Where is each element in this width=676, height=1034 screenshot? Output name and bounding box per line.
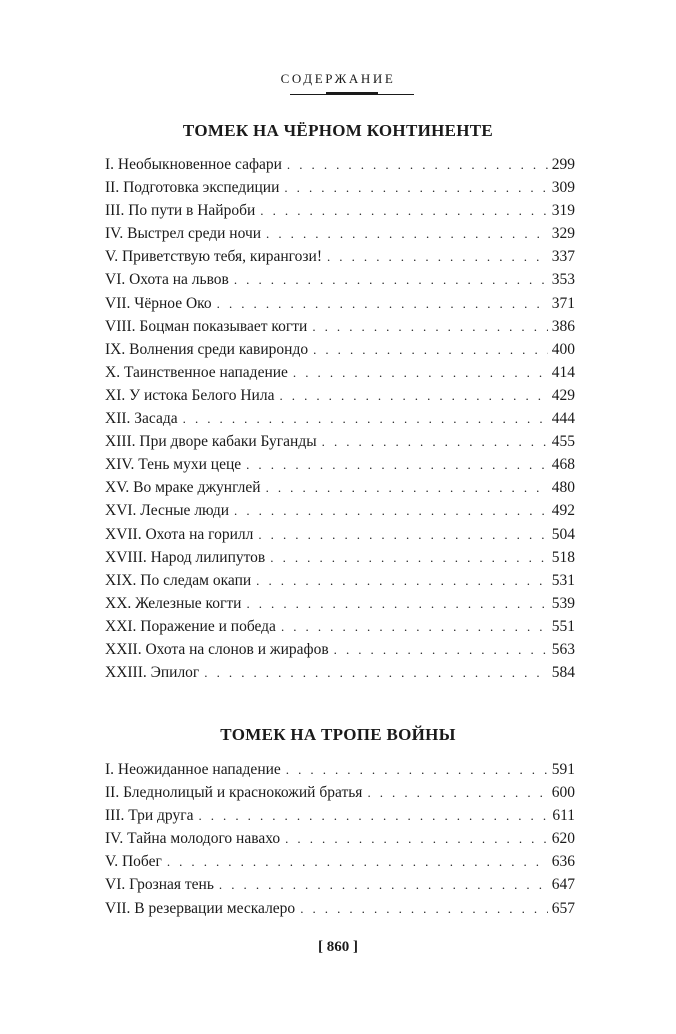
toc-entry-title: II. Подготовка экспедиции <box>105 179 280 197</box>
toc-entry-title: XIV. Тень мухи цеце <box>105 456 242 474</box>
toc-entry <box>105 199 575 222</box>
toc-entry-title: XVIII. Народ лилипутов <box>105 548 266 566</box>
toc-entry <box>105 338 575 361</box>
toc-entry-page: 636 <box>551 853 575 871</box>
toc-entry <box>105 897 575 920</box>
running-head-rule-accent <box>326 92 378 95</box>
toc-entry <box>105 850 575 873</box>
dot-leader <box>322 430 548 453</box>
toc-entry-page: 647 <box>551 876 575 894</box>
toc-entry <box>105 499 575 522</box>
toc-entry-title: XXII. Охота на слонов и жирафов <box>105 640 329 658</box>
toc-entry-title: XVII. Охота на горилл <box>105 525 254 543</box>
dot-leader <box>284 176 547 199</box>
toc-entry-page: 337 <box>551 248 575 266</box>
dot-leader <box>198 804 548 827</box>
dot-leader <box>266 476 548 499</box>
toc-entry-title: VIII. Боцман показывает когти <box>105 317 308 335</box>
dot-leader <box>281 615 548 638</box>
dot-leader <box>313 338 548 361</box>
toc-entry <box>105 827 575 850</box>
dot-leader <box>327 245 548 268</box>
dot-leader <box>279 384 547 407</box>
dot-leader <box>270 546 547 569</box>
dot-leader <box>260 199 547 222</box>
toc-entry-page: 429 <box>551 386 575 404</box>
dot-leader <box>183 407 548 430</box>
toc-entry-page: 371 <box>551 294 575 312</box>
toc-entry-title: XIII. При дворе кабаки Буганды <box>105 433 317 451</box>
toc-entry-page: 551 <box>551 617 575 635</box>
dot-leader <box>286 758 548 781</box>
toc-entry-page: 444 <box>551 410 575 428</box>
dot-leader <box>312 315 547 338</box>
dot-leader <box>367 781 547 804</box>
toc-entry-page: 329 <box>551 225 575 243</box>
dot-leader <box>246 592 547 615</box>
toc-entry-title: XV. Во мраке джунглей <box>105 479 261 497</box>
toc-entry <box>105 661 575 684</box>
toc-entry <box>105 758 575 781</box>
toc-entry-title: XXIII. Эпилог <box>105 664 200 682</box>
toc-entry-page: 468 <box>551 456 575 474</box>
toc-entry-title: XI. У истока Белого Нила <box>105 386 275 404</box>
toc-entry-title: VI. Охота на львов <box>105 271 229 289</box>
dot-leader <box>246 453 548 476</box>
toc-entry-page: 591 <box>551 761 575 778</box>
dot-leader <box>234 499 548 522</box>
page-number: [ 860 ] <box>318 939 358 955</box>
toc-entry <box>105 873 575 896</box>
toc-entry-title: V. Побег <box>105 853 162 871</box>
toc-entry-page: 600 <box>551 784 575 802</box>
toc-entry <box>105 361 575 384</box>
toc-entry <box>105 292 575 315</box>
toc-entry <box>105 615 575 638</box>
toc-entry-page: 400 <box>551 340 575 358</box>
toc-list-1 <box>105 153 575 684</box>
toc-entry-page: 309 <box>551 179 575 197</box>
dot-leader <box>219 873 548 896</box>
dot-leader <box>285 827 548 850</box>
toc-entry <box>105 781 575 804</box>
dot-leader <box>258 523 547 546</box>
toc-entry-title: XIX. По следам окапи <box>105 571 252 589</box>
dot-leader <box>287 153 548 176</box>
toc-entry-page: 386 <box>551 317 575 335</box>
toc-entry-title: I. Необыкновенное сафари <box>105 156 282 173</box>
toc-entry-title: III. Три друга <box>105 807 194 825</box>
toc-entry-title: III. По пути в Найроби <box>105 202 256 220</box>
toc-entry <box>105 638 575 661</box>
toc-entry-page: 518 <box>551 548 575 566</box>
toc-entry-title: XII. Засада <box>105 410 178 428</box>
dot-leader <box>217 292 548 315</box>
toc-entry-page: 319 <box>551 202 575 220</box>
toc-entry-title: IV. Тайна молодого навахо <box>105 830 281 848</box>
toc-entry <box>105 430 575 453</box>
toc-entry <box>105 222 575 245</box>
toc-entry <box>105 546 575 569</box>
toc-entry <box>105 476 575 499</box>
toc-entry-page: 657 <box>551 899 575 917</box>
toc-entry <box>105 804 575 827</box>
section-title-2: ТОМЕК НА ТРОПЕ ВОЙНЫ <box>220 725 456 744</box>
section-title-1: ТОМЕК НА ЧЁРНОМ КОНТИНЕНТЕ <box>182 121 494 140</box>
toc-entry <box>105 569 575 592</box>
dot-leader <box>266 222 548 245</box>
dot-leader <box>293 361 548 384</box>
toc-entry <box>105 315 575 338</box>
toc-entry-title: XX. Железные когти <box>105 594 242 612</box>
toc-entry <box>105 245 575 268</box>
toc-entry <box>105 407 575 430</box>
toc-entry-page: 414 <box>551 363 575 381</box>
toc-entry-page: 492 <box>551 502 575 520</box>
toc-entry <box>105 384 575 407</box>
toc-entry-page: 531 <box>551 571 575 589</box>
dot-leader <box>167 850 548 873</box>
toc-entry-title: I. Неожиданное нападение <box>105 761 281 778</box>
toc-entry <box>105 268 575 291</box>
toc-entry-title: X. Таинственное нападение <box>105 363 288 381</box>
toc-list-2 <box>105 758 575 920</box>
running-head: СОДЕРЖАНИЕ <box>280 71 396 86</box>
toc-entry-page: 584 <box>551 664 575 682</box>
toc-entry-title: VII. Чёрное Око <box>105 294 212 312</box>
toc-entry-page: 504 <box>551 525 575 543</box>
toc-entry-title: IX. Волнения среди кавирондо <box>105 340 309 358</box>
toc-entry <box>105 523 575 546</box>
dot-leader <box>204 661 547 684</box>
toc-entry-title: XVI. Лесные люди <box>105 502 230 520</box>
toc-entry-page: 480 <box>551 479 575 497</box>
toc-entry-page: 539 <box>551 594 575 612</box>
toc-entry-title: VI. Грозная тень <box>105 876 214 894</box>
toc-entry-page: 299 <box>551 156 575 173</box>
toc-entry-page: 455 <box>551 433 575 451</box>
toc-entry-title: XXI. Поражение и победа <box>105 617 276 635</box>
toc-entry <box>105 592 575 615</box>
toc-entry-page: 620 <box>551 830 575 848</box>
toc-entry <box>105 453 575 476</box>
toc-entry <box>105 176 575 199</box>
toc-entry <box>105 153 575 176</box>
toc-entry-title: V. Приветствую тебя, кирангози! <box>105 248 322 266</box>
toc-entry-title: II. Бледнолицый и краснокожий братья <box>105 784 363 802</box>
toc-entry-page: 611 <box>552 807 575 825</box>
toc-entry-page: 563 <box>551 640 575 658</box>
dot-leader <box>234 268 548 291</box>
dot-leader <box>256 569 548 592</box>
dot-leader <box>334 638 548 661</box>
dot-leader <box>300 897 548 920</box>
toc-entry-title: IV. Выстрел среди ночи <box>105 225 262 243</box>
toc-entry-page: 353 <box>551 271 575 289</box>
toc-entry-title: VII. В резервации мескалеро <box>105 899 296 917</box>
